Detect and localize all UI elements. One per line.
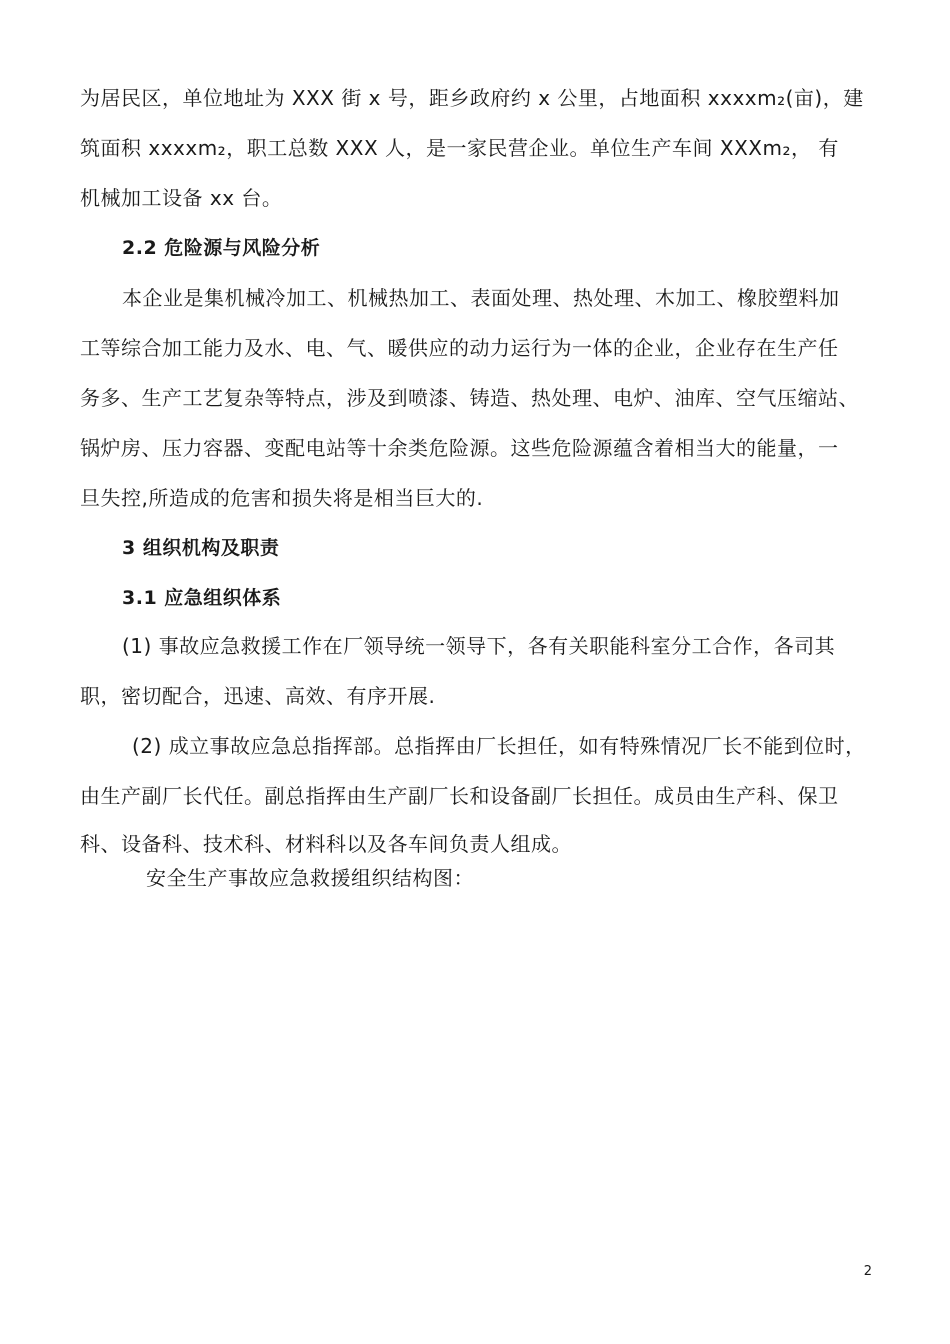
org-chart-caption: 安全生产事故应急救援组织结构图： — [146, 866, 474, 890]
section-2-2-line-4: 锅炉房、压力容器、变配电站等十余类危险源。这些危险源蕴含着相当大的能量，一 — [80, 436, 839, 460]
section-2-2-line-1: 本企业是集机械冷加工、机械热加工、表面处理、热处理、木加工、橡胶塑料加 — [122, 286, 840, 310]
intro-line-1: 为居民区，单位地址为 XXX 街 x 号，距乡政府约 x 公里，占地面积 xxxxm₂(亩)，建 — [80, 86, 864, 110]
item-2-line-2: 由生产副厂长代任。副总指挥由生产副厂长和设备副厂长担任。成员由生产科、保卫 — [80, 784, 839, 808]
section-3-heading: 3 组织机构及职责 — [122, 537, 280, 559]
intro-line-3: 机械加工设备 xx 台。 — [80, 186, 283, 210]
item-1-line-1: (1) 事故应急救援工作在厂领导统一领导下，各有关职能科室分工合作，各司其 — [122, 634, 836, 658]
page-number: 2 — [863, 1264, 872, 1279]
section-2-2-line-5: 旦失控,所造成的危害和损失将是相当巨大的. — [80, 486, 484, 510]
section-2-2-line-2: 工等综合加工能力及水、电、气、暖供应的动力运行为一体的企业，企业存在生产任 — [80, 336, 839, 360]
item-1-line-2: 职，密切配合，迅速、高效、有序开展. — [80, 684, 436, 708]
section-2-2-line-3: 务多、生产工艺复杂等特点，涉及到喷漆、铸造、热处理、电炉、油库、空气压缩站、 — [80, 386, 859, 410]
intro-line-2: 筑面积 xxxxm₂，职工总数 XXX 人，是一家民营企业。单位生产车间 XXXm₂， 有 — [80, 136, 839, 160]
item-2-line-3: 科、设备科、技术科、材料科以及各车间负责人组成。 — [80, 832, 572, 856]
section-3-1-heading: 3.1 应急组织体系 — [122, 587, 282, 609]
section-2-2-heading: 2.2 危险源与风险分析 — [122, 237, 321, 259]
item-2-line-1: (2) 成立事故应急总指挥部。总指挥由厂长担任，如有特殊情况厂长不能到位时， — [132, 734, 866, 758]
